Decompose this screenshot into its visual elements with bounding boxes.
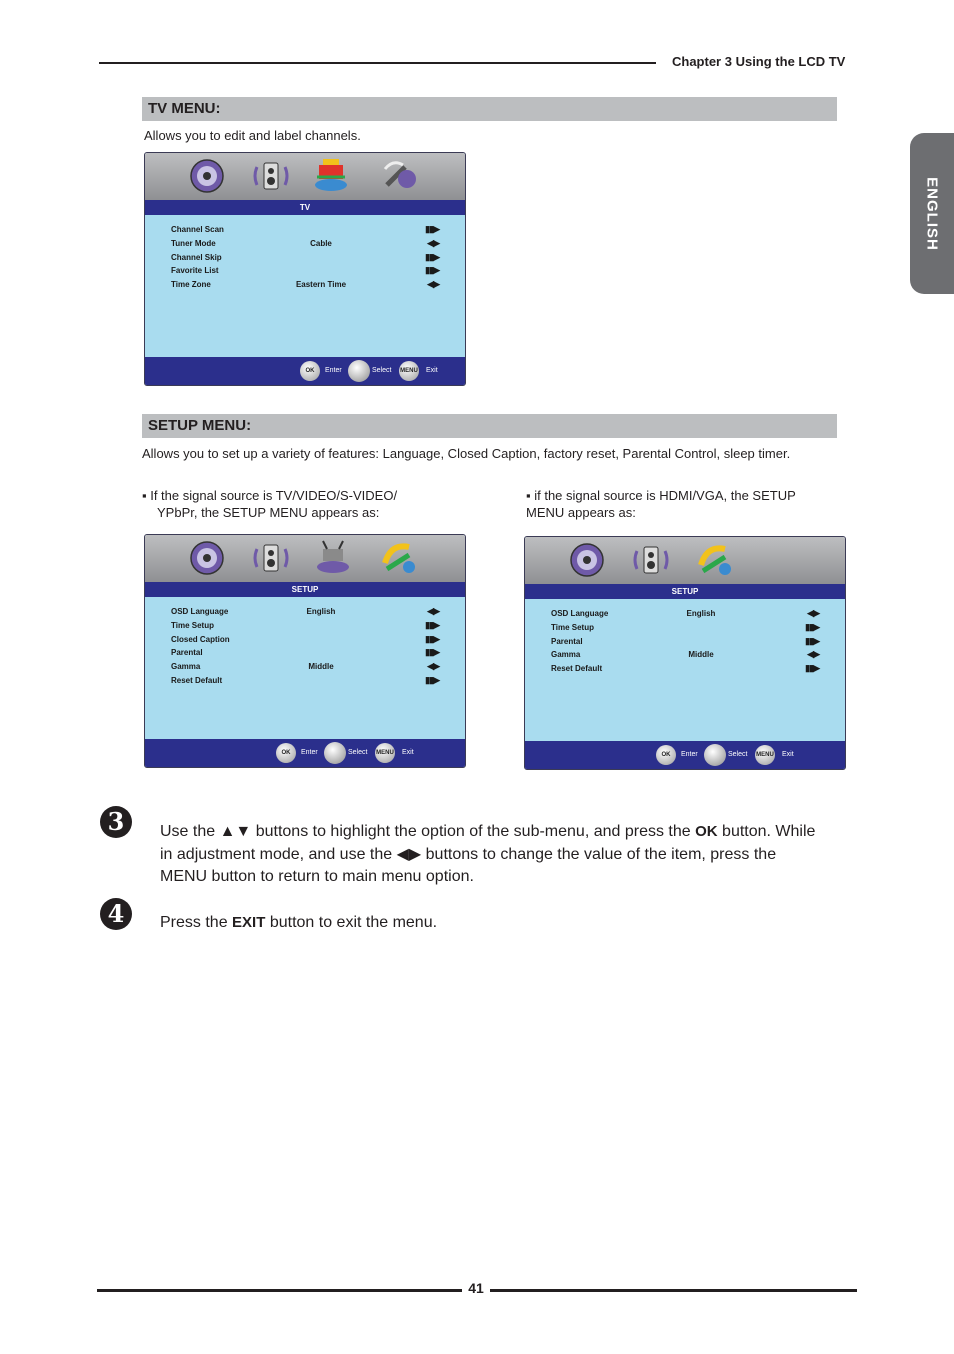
step-4-text [160,912,820,935]
ok-button-icon: OK [300,361,320,381]
picture-disc-icon [567,541,607,579]
osd-menu-item[interactable] [171,675,439,689]
osd-menu-item[interactable] [551,649,819,663]
enter-arrow-icon: ▮▮▶ [425,633,439,644]
osd-icon-bar [145,153,465,200]
osd-title: TV [145,200,465,215]
setup-wrench-icon [695,541,735,579]
picture-disc-icon [187,157,227,195]
osd-menu-list [145,215,465,357]
menu-button-icon: MENU [399,361,419,381]
step-4-text-b: button to exit the menu. [265,914,438,931]
osd-menu-item[interactable] [171,265,439,279]
tv-menu-screen [144,152,466,386]
menu-button-icon: MENU [375,743,395,763]
step-3-text-b: button. While in adjustment mode, and use the ◀▶ buttons to change the value of the item, press the MENU button to return to main menu option. [160,823,816,885]
osd-title: SETUP [525,584,845,599]
osd-footer [145,357,465,385]
osd-menu-item[interactable] [551,608,819,622]
select-label: Select [348,749,368,756]
osd-item-label: Time Setup [551,622,594,632]
osd-item-label: Parental [171,648,203,658]
osd-menu-item[interactable] [171,619,439,634]
step-4-text-a: Press the [160,914,233,931]
osd-menu-item[interactable] [551,621,819,636]
tv-antenna-icon [313,539,353,577]
setup-wrench-icon [379,157,419,195]
osd-item-label: Gamma [551,650,581,660]
osd-footer [525,741,845,769]
enter-arrow-icon: ▮▮▶ [425,251,439,262]
exit-label: Exit [402,749,414,756]
osd-item-value: Eastern Time [295,280,347,290]
osd-item-label: Tuner Mode [171,238,216,248]
step-3-text [160,821,820,889]
step-3-text-a: Use the ▲▼ buttons to highlight the option of the sub-menu, and press the [160,823,696,840]
osd-item-label: Gamma [171,662,201,672]
osd-menu-item[interactable] [171,606,439,620]
enter-arrow-icon: ▮▮▶ [425,675,439,685]
tv-menu-heading: TV MENU: [142,97,837,121]
select-label: Select [372,367,392,374]
ok-button-icon: OK [656,745,676,765]
footer-rule-left [97,1289,462,1292]
osd-item-label: Time Zone [171,280,211,290]
osd-item-value: Middle [688,650,714,660]
speaker-icon [251,157,291,195]
speaker-icon [251,539,291,577]
osd-menu-item[interactable] [171,661,439,675]
note-hdmi-source-cont: MENU appears as: [526,505,636,520]
osd-menu-item[interactable] [171,224,439,238]
note-tv-source-cont: YPbPr, the SETUP MENU appears as: [157,505,380,520]
enter-arrow-icon: ▮▮▶ [805,621,819,632]
osd-menu-list [525,599,845,741]
enter-arrow-icon: ▮▮▶ [425,647,439,658]
osd-menu-list [145,597,465,739]
page-number: 41 [468,1280,484,1296]
enter-label: Enter [301,749,318,756]
note-hdmi-source: ▪ if the signal source is HDMI/VGA, the SETUP [526,488,796,503]
language-tab-label: ENGLISH [923,176,941,251]
osd-menu-item[interactable] [171,633,439,648]
navigation-pad-icon [704,744,726,766]
osd-item-label: Reset Default [171,676,223,685]
osd-item-label: Closed Caption [171,634,230,644]
setup-wrench-icon [379,539,419,577]
chapter-title: Chapter 3 Using the LCD TV [672,54,846,69]
enter-label: Enter [681,751,698,758]
step-3-ok-bold: OK [695,823,718,840]
note-tv-source: ▪ If the signal source is TV/VIDEO/S-VIDEO/ [142,488,398,503]
left-right-arrows-icon: ◀▶ [427,237,439,248]
osd-item-label: Reset Default [551,664,603,674]
enter-arrow-icon: ▮▮▶ [805,663,819,674]
osd-item-label: Channel Skip [171,252,222,262]
osd-item-label: Channel Scan [171,225,224,234]
tv-menu-description: Allows you to edit and label channels. [144,128,361,143]
osd-item-label: OSD Language [551,609,609,618]
left-right-arrows-icon: ◀▶ [427,279,439,290]
left-right-arrows-icon: ◀▶ [427,606,439,616]
osd-item-label: Favorite List [171,266,219,276]
osd-item-value: Middle [308,662,334,672]
osd-item-value: English [686,609,716,618]
tv-antenna-icon [311,157,351,195]
step-number-3: 3 [100,806,132,838]
select-label: Select [728,751,748,758]
osd-item-value: English [306,607,336,616]
language-tab [910,133,954,294]
navigation-pad-icon [324,742,346,764]
osd-item-label: OSD Language [171,607,229,616]
picture-disc-icon [187,539,227,577]
enter-arrow-icon: ▮▮▶ [425,619,439,630]
footer-rule-right [490,1289,857,1292]
osd-menu-item[interactable] [551,635,819,650]
header-rule [99,62,656,64]
left-right-arrows-icon: ◀▶ [807,649,819,660]
osd-menu-item[interactable] [551,663,819,677]
osd-menu-item[interactable] [171,251,439,266]
setup-menu-description: Allows you to set up a variety of features: Language, Closed Caption, factory reset, Parental Control, sleep timer. [142,446,791,461]
osd-title: SETUP [145,582,465,597]
osd-menu-item[interactable] [171,647,439,661]
exit-label: Exit [782,751,794,758]
osd-item-value: Cable [310,238,332,248]
osd-icon-bar [525,537,845,584]
osd-item-label: Parental [551,636,583,646]
enter-arrow-icon: ▮▮▶ [425,224,439,234]
left-right-arrows-icon: ◀▶ [807,608,819,618]
enter-arrow-icon: ▮▮▶ [425,265,439,276]
speaker-icon [631,541,671,579]
osd-item-label: Time Setup [171,620,214,630]
osd-footer [145,739,465,767]
setup-menu-heading: SETUP MENU: [142,414,837,438]
left-right-arrows-icon: ◀▶ [427,661,439,672]
osd-menu-item[interactable] [171,237,439,252]
enter-arrow-icon: ▮▮▶ [805,635,819,646]
step-number-4: 4 [100,898,132,930]
step-4-exit-bold: EXIT [232,914,266,931]
exit-label: Exit [426,367,438,374]
ok-button-icon: OK [276,743,296,763]
osd-icon-bar [145,535,465,582]
osd-menu-item[interactable] [171,279,439,293]
menu-button-icon: MENU [755,745,775,765]
setup-menu-screen-hdmi [524,536,846,770]
navigation-pad-icon [348,360,370,382]
setup-menu-screen-tv [144,534,466,768]
enter-label: Enter [325,367,342,374]
